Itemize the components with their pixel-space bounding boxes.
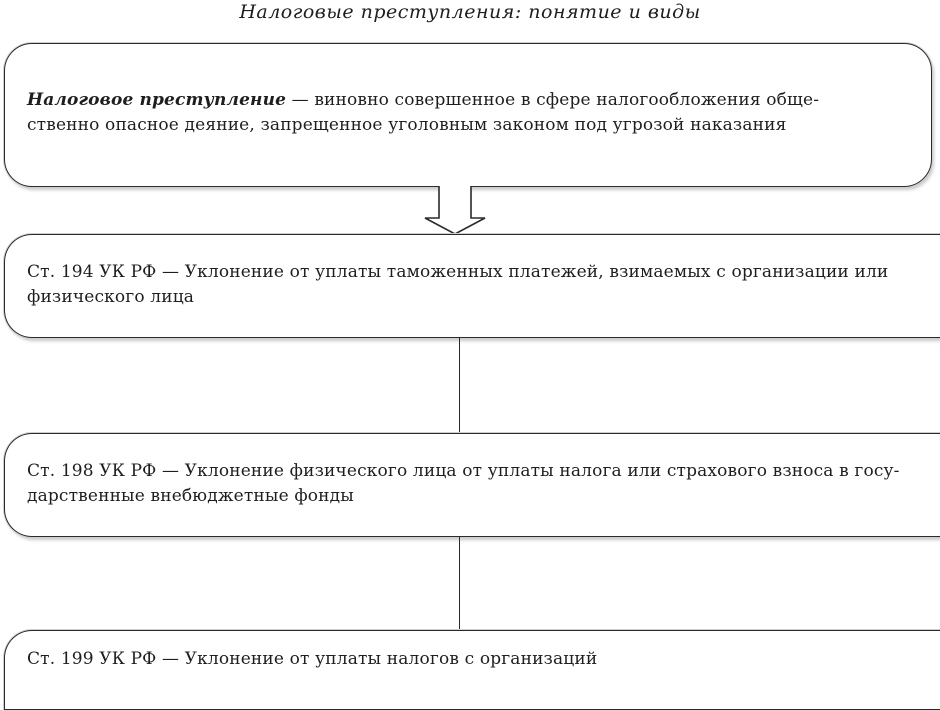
definition-text [27,88,915,138]
article-198-text [27,459,927,509]
connector-line [459,338,460,433]
article-194-text [27,260,927,310]
definition-line-2: ственно опасное деяние, запрещенное уголовным законом под угрозой наказания [27,115,787,135]
definition-term: Налоговое преступление [27,90,287,110]
article-198-line-1: Ст. 198 УК РФ — Уклонение физического лица от уплаты налога или страхового взноса в госу- [27,461,900,481]
article-199-box [4,630,940,710]
article-198-box [4,433,940,537]
definition-dash: — [286,90,315,110]
article-199-text [27,647,927,672]
article-199-line-1: Ст. 199 УК РФ — Уклонение от уплаты налогов с организаций [27,649,598,669]
article-198-line-2: дарственные внебюджетные фонды [27,486,354,506]
definition-box [4,43,932,187]
article-194-box [4,234,940,338]
diagram-title: Налоговые преступления: понятие и виды [239,1,701,23]
connector-line [459,537,460,630]
definition-line-1: виновно совершенное в сфере налогообложения обще- [314,90,820,110]
article-194-line-2: физического лица [27,287,195,307]
article-194-line-1: Ст. 194 УК РФ — Уклонение от уплаты таможенных платежей, взимаемых с организации или [27,262,889,282]
down-arrow-icon [420,186,520,236]
